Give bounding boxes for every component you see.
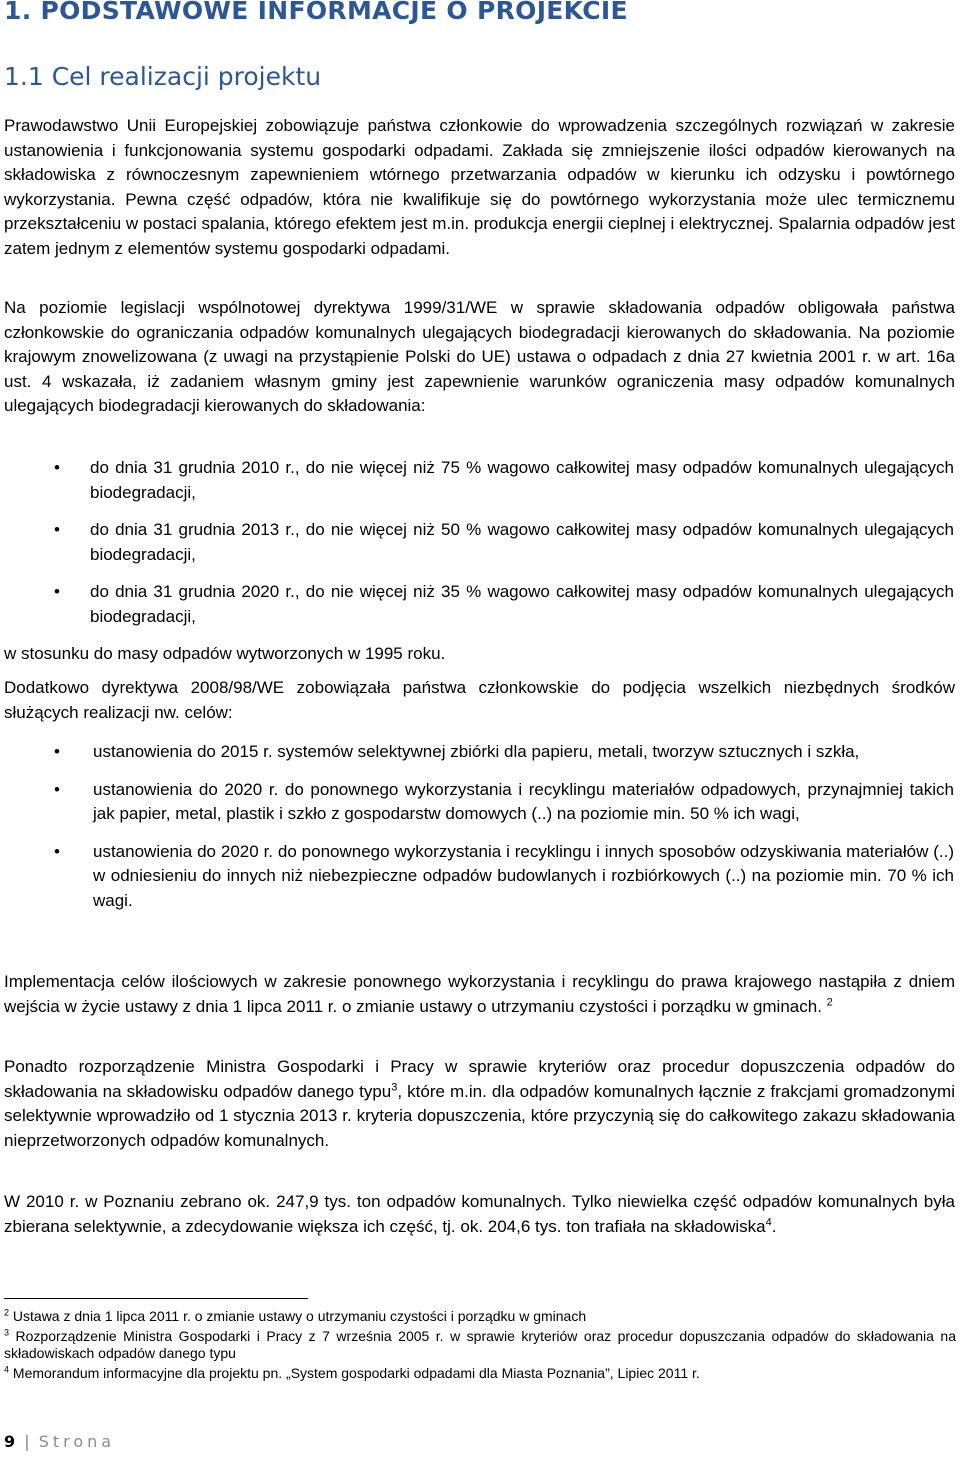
footnote-number: 2: [4, 1307, 10, 1318]
list-item: [0, 456, 960, 505]
footnote-ref[interactable]: 2: [826, 995, 833, 1008]
paragraph-text: W 2010 r. w Poznaniu zebrano ok. 247,9 tys. ton odpadów komunalnych. Tylko niewielka część odpadów komunalnych była zbierana selektywnie, a zdecydowanie większa ich część, tj. ok. 204,6 tys. ton trafiała na składowiska: [4, 1192, 955, 1236]
bullet-icon: •: [54, 742, 60, 761]
paragraph-reference-year: w stosunku do masy odpadów wytworzonych w 1995 roku.: [4, 644, 446, 663]
page-label: Strona: [38, 1432, 116, 1451]
paragraph-text: Ponadto rozporządzenie Ministra Gospodarki i Pracy w sprawie kryteriów oraz procedur dopuszczenia odpadów do składowania na składowisku odpadów danego typu: [4, 1057, 955, 1101]
bullet-icon: •: [54, 582, 60, 601]
bullet-icon: •: [54, 520, 60, 539]
bullet-list-goals: [0, 740, 960, 913]
footnote-ref[interactable]: 3: [391, 1080, 398, 1093]
footnotes: [4, 1308, 956, 1385]
paragraph-eu-law: Prawodawstwo Unii Europejskiej zobowiązuje państwa członkowie do wprowadzenia szczególnych rozwiązań w zakresie ustanowienia i funkcjonowania systemu gospodarki odpadami. Zakłada się zmniejszenie ilości odpadów kierowanych na składowiska z równoczesnym zapewnieniem wtórnego przetwarzania odpadów w kierunku ich odzysku i powtórnego wykorzystania. Pewna część odpadów, która nie kwalifikuje się do powtórnego wykorzystania może ulec termicznemu przekształceniu w postaci spalania, którego efektem jest m.in. produkcja energii cieplnej i elektrycznej. Spalarnia odpadów jest zatem jednym z elementów systemu gospodarki odpadami.: [4, 116, 955, 258]
section-heading: 1. PODSTAWOWE INFORMACJE O PROJEKCIE: [4, 0, 628, 25]
bullet-icon: •: [54, 841, 60, 861]
list-item-text: ustanowienia do 2020 r. do ponownego wykorzystania i recyklingu materiałów odpadowych, przynajmniej takich jak papier, metal, plastik i szkło z gospodarstw domowych (..) na poziomie min. 50 % ich wagi,: [93, 779, 954, 823]
footnote-ref[interactable]: 4: [765, 1215, 772, 1228]
bullet-icon: •: [54, 779, 60, 799]
list-item: [0, 778, 960, 827]
list-item: [0, 840, 960, 914]
paragraph-text: .: [771, 1216, 777, 1236]
page-footer: [4, 1432, 115, 1451]
footnote-text: Ustawa z dnia 1 lipca 2011 r. o zmianie ustawy o utrzymaniu czystości i porządku w gminach: [12, 1308, 587, 1324]
paragraph-text: , które m.in. dla odpadów komunalnych łącznie z frakcjami gromadzonymi selektywnie wprowadziło od 1 stycznia 2013 r. kryteria dopuszczenia, które przyczynią się do całkowitego zakazu składowania nieprzetworzonych odpadów komunalnych.: [4, 1081, 955, 1150]
list-item-text: ustanowienia do 2020 r. do ponownego wykorzystania i recyklingu i innych sposobów odzyskiwania materiałów (..) w odniesieniu do innych niż niebezpieczne odpadów budowlanych i rozbiórkowych (..) na poziomie min. 70 % ich wagi.: [93, 841, 954, 910]
footnote-separator: [4, 1298, 308, 1299]
list-item: [0, 580, 960, 629]
paragraph-regulation: [4, 1055, 955, 1153]
list-item-text: ustanowienia do 2015 r. systemów selektywnej zbiórki dla papieru, metali, tworzyw sztucznych i szkła,: [93, 742, 860, 761]
list-item-text: do dnia 31 grudnia 2020 r., do nie więcej niż 35 % wagowo całkowitej masy odpadów komunalnych ulegających biodegradacji,: [90, 582, 954, 626]
list-item: [0, 518, 960, 567]
paragraph-legislation: Na poziomie legislacji wspólnotowej dyrektywa 1999/31/WE w sprawie składowania odpadów obligowała państwa członkowskie do ograniczania odpadów komunalnych ulegających biodegradacji kierowanych do składowania. Na poziomie krajowym znowelizowana (z uwagi na przystąpienie Polski do UE) ustawa o odpadach z dnia 27 kwietnia 2001 r. w art. 16a ust. 4 wskazała, iż zadaniem własnym gminy jest zapewnienie warunków ograniczenia masy odpadów komunalnych ulegających biodegradacji kierowanych do składowania:: [4, 298, 955, 415]
bullet-list-targets: [0, 456, 960, 629]
paragraph-text: Implementacja celów ilościowych w zakresie ponownego wykorzystania i recyklingu do prawa krajowego nastąpiła z dniem wejścia w życie ustawy z dnia 1 lipca 2011 r. o zmianie ustawy o utrzymaniu czystości i porządku w gminach.: [4, 972, 955, 1016]
subsection-heading: 1.1 Cel realizacji projektu: [4, 62, 322, 91]
footnote: [4, 1308, 956, 1325]
list-item-text: do dnia 31 grudnia 2010 r., do nie więcej niż 75 % wagowo całkowitej masy odpadów komunalnych ulegających biodegradacji,: [90, 458, 954, 502]
bullet-icon: •: [54, 458, 60, 477]
footnote: [4, 1328, 956, 1362]
footnote-text: Rozporządzenie Ministra Gospodarki i Pracy z 7 września 2005 r. w sprawie kryteriów oraz procedur dopuszczania odpadów do składowania na składowiskach odpadów danego typu: [4, 1328, 956, 1361]
paragraph-poznan-2010: [4, 1190, 955, 1239]
list-item: [0, 740, 960, 765]
page-separator: |: [24, 1432, 30, 1451]
footnote-number: 3: [4, 1327, 10, 1338]
list-item-text: do dnia 31 grudnia 2013 r., do nie więcej niż 50 % wagowo całkowitej masy odpadów komunalnych ulegających biodegradacji,: [90, 520, 954, 564]
footnote-number: 4: [4, 1364, 10, 1375]
footnote-text: Memorandum informacyjne dla projektu pn. „System gospodarki odpadami dla Miasta Poznania”, Lipiec 2011 r.: [12, 1365, 700, 1381]
paragraph-implementation: [4, 970, 955, 1019]
footnote: [4, 1365, 956, 1382]
page-number: 9: [4, 1432, 16, 1451]
paragraph-directive-2008: Dodatkowo dyrektywa 2008/98/WE zobowiązała państwa członkowskie do podjęcia wszelkich niezbędnych środków służących realizacji nw. celów:: [4, 678, 955, 722]
